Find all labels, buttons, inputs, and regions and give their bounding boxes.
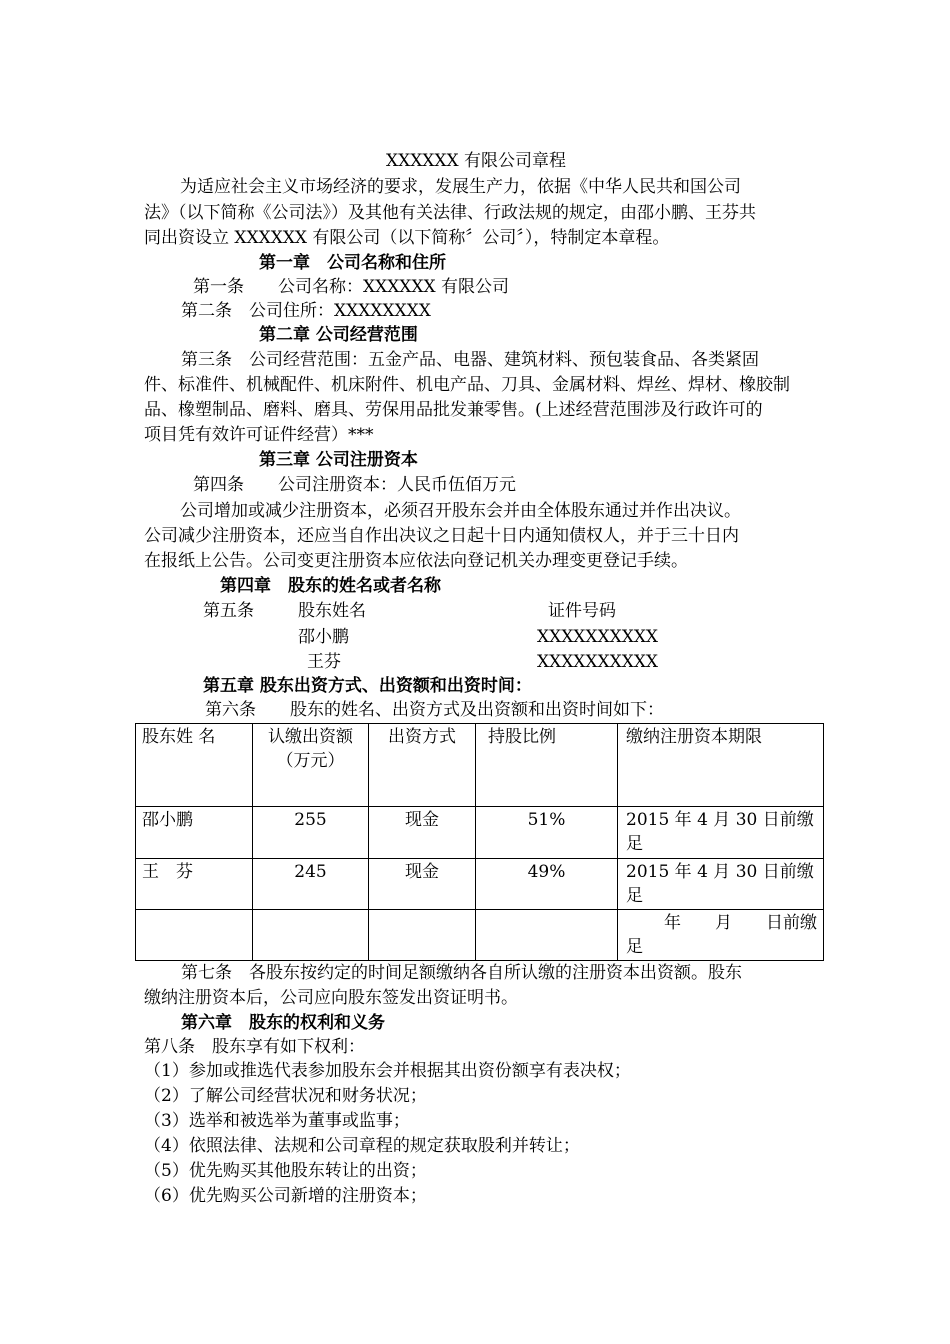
article-1: 第一条 公司名称：XXXXXX 有限公司 <box>193 277 510 297</box>
article-3-line-1: 第三条 公司经营范围：五金产品、电器、建筑材料、预包装食品、各类紧固 <box>181 350 759 370</box>
table-cell: 邵小鹏 <box>136 807 253 859</box>
article-8: 第八条 股东享有如下权利： <box>144 1037 365 1057</box>
table-cell: 2015 年 4 月 30 日前缴 足 <box>618 859 824 910</box>
chapter-4-heading: 第四章 股东的姓名或者名称 <box>220 576 441 596</box>
intro-line-1: 为适应社会主义市场经济的要求，发展生产力，依据《中华人民共和国公司 <box>180 177 741 197</box>
table-cell: 现金 <box>369 807 476 859</box>
chapter-5-heading: 第五章 股东出资方式、出资额和出资时间： <box>203 676 532 696</box>
article-4: 第四条 公司注册资本：人民币伍佰万元 <box>193 475 516 495</box>
right-item: （3）选举和被选举为董事或监事； <box>144 1111 410 1131</box>
right-item: （2）了解公司经营状况和财务状况； <box>144 1086 427 1106</box>
header-cell: 认缴出资额 （万元） <box>253 724 369 807</box>
capital-paragraph-line-2: 公司减少注册资本，还应当自作出决议之日起十日内通知债权人，并于三十日内 <box>144 526 739 546</box>
right-item: （1）参加或推选代表参加股东会并根据其出资份额享有表决权； <box>144 1061 631 1081</box>
article-3-line-4: 项目凭有效许可证件经营）*** <box>144 425 374 445</box>
id-number-header: 证件号码 <box>548 601 616 621</box>
table-cell <box>369 910 476 961</box>
chapter-2-heading: 第二章 公司经营范围 <box>259 325 418 345</box>
chapter-1-heading: 第一章 公司名称和住所 <box>259 253 446 273</box>
right-item: （4）依照法律、法规和公司章程的规定获取股利并转让； <box>144 1136 580 1156</box>
shareholder-name: 王芬 <box>307 652 341 672</box>
article-5-label: 第五条 <box>203 601 254 621</box>
header-cell: 持股比例 <box>476 724 618 807</box>
intro-line-2: 法》（以下简称《公司法》）及其他有关法律、行政法规的规定，由邵小鹏、王芬共 <box>144 203 756 223</box>
table-cell: 年 月 日前缴 足 <box>618 910 824 961</box>
shareholder-name: 邵小鹏 <box>298 627 349 647</box>
header-cell: 出资方式 <box>369 724 476 807</box>
document-title: XXXXXX 有限公司章程 <box>386 151 567 171</box>
article-6: 第六条 股东的姓名、出资方式及出资额和出资时间如下： <box>205 700 664 720</box>
article-7-line-2: 缴纳注册资本后，公司应向股东签发出资证明书。 <box>144 988 518 1008</box>
table-cell: 255 <box>253 807 369 859</box>
table-cell: 51% <box>476 807 618 859</box>
capital-paragraph-line-3: 在报纸上公告。公司变更注册资本应依法向登记机关办理变更登记手续。 <box>144 551 688 571</box>
right-item: （6）优先购买公司新增的注册资本； <box>144 1186 427 1206</box>
intro-line-3: 同出资设立 XXXXXX 有限公司（以下简称〞公司〞），特制定本章程。 <box>144 228 670 248</box>
table-cell: 2015 年 4 月 30 日前缴 足 <box>618 807 824 859</box>
shareholder-id: XXXXXXXXXX <box>537 627 659 647</box>
right-item: （5）优先购买其他股东转让的出资； <box>144 1161 427 1181</box>
table-row <box>136 859 824 910</box>
table-cell <box>476 910 618 961</box>
header-cell: 缴纳注册资本期限 <box>618 724 824 807</box>
table-cell: 245 <box>253 859 369 910</box>
header-cell: 股东姓 名 <box>136 724 253 807</box>
article-3-line-3: 品、橡塑制品、磨料、磨具、劳保用品批发兼零售。(上述经营范围涉及行政许可的 <box>144 400 763 420</box>
contribution-table <box>135 723 824 961</box>
article-2: 第二条 公司住所：XXXXXXXX <box>181 301 431 321</box>
table-cell <box>136 910 253 961</box>
table-cell <box>253 910 369 961</box>
shareholder-id: XXXXXXXXXX <box>537 652 659 672</box>
table-cell: 49% <box>476 859 618 910</box>
capital-paragraph-line-1: 公司增加或减少注册资本，必须召开股东会并由全体股东通过并作出决议。 <box>180 501 741 521</box>
chapter-3-heading: 第三章 公司注册资本 <box>259 450 418 470</box>
article-3-line-2: 件、标准件、机械配件、机床附件、机电产品、刀具、金属材料、焊丝、焊材、橡胶制 <box>144 375 790 395</box>
shareholder-name-header: 股东姓名 <box>298 601 366 621</box>
table-cell: 现金 <box>369 859 476 910</box>
article-7-line-1: 第七条 各股东按约定的时间足额缴纳各自所认缴的注册资本出资额。股东 <box>181 963 742 983</box>
table-row <box>136 910 824 961</box>
table-row <box>136 807 824 859</box>
table-cell: 王 芬 <box>136 859 253 910</box>
chapter-6-heading: 第六章 股东的权利和义务 <box>181 1013 385 1033</box>
table-header-row <box>136 724 824 807</box>
